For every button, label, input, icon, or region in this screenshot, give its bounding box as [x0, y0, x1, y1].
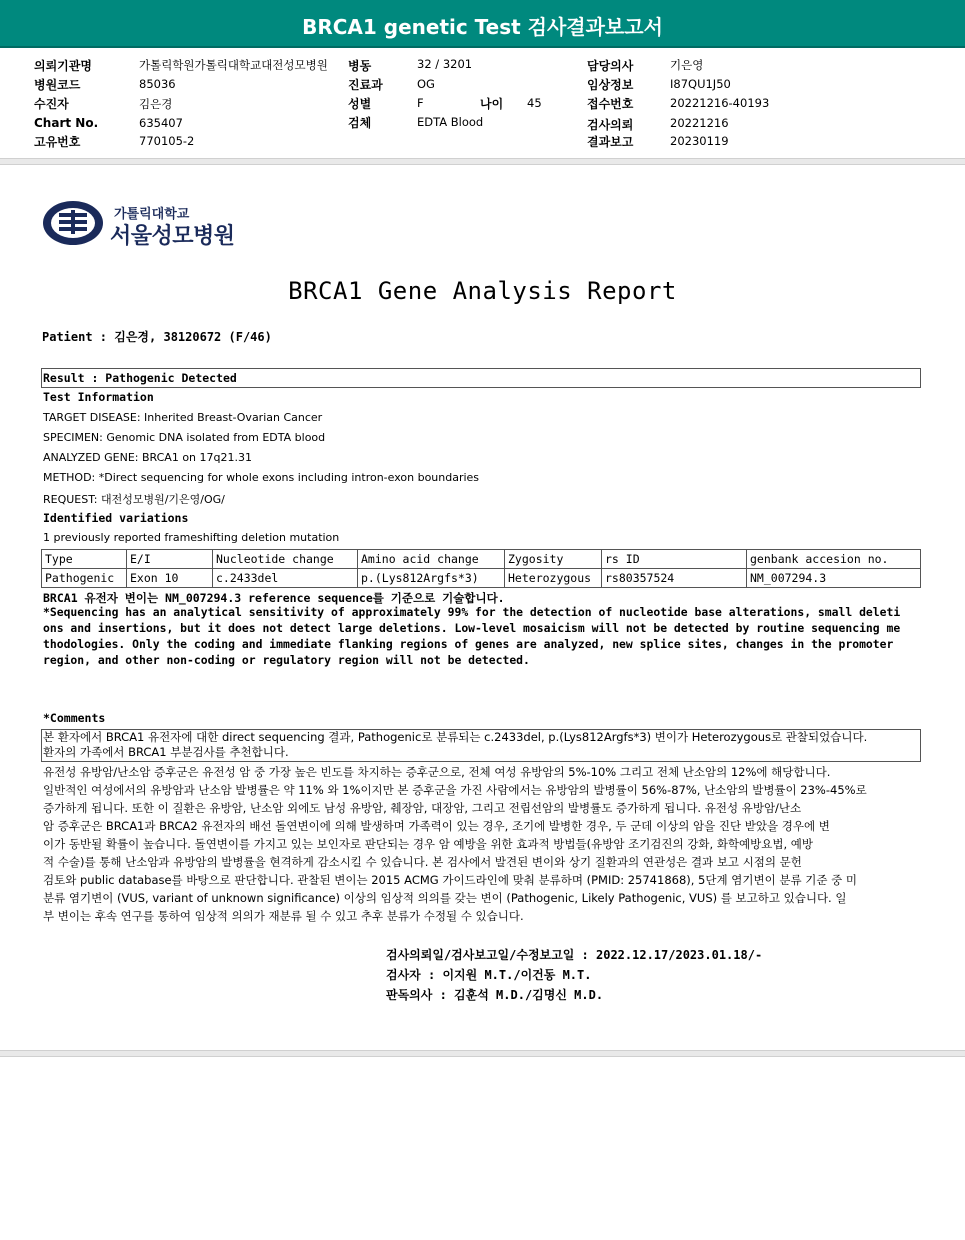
sensitivity-line: region, and other non-coding or regulatory region will not be detected. — [43, 653, 530, 667]
header-value: 가톨릭학원가톨릭대학교대전성모병원 — [139, 58, 328, 72]
target-disease: TARGET DISEASE: Inherited Breast-Ovarian Cancer — [43, 411, 323, 424]
table-header-row — [42, 550, 921, 569]
header-label: 검사의뢰 — [587, 118, 634, 132]
sensitivity-line: ons and insertions, but it does not detect large deletions. Low-level mosaicism will not be detected by routine sequencing me — [43, 621, 901, 635]
table-header: Zygosity — [505, 550, 602, 569]
header-label: 나이 — [480, 97, 504, 111]
section-title: Test Information — [43, 390, 154, 404]
patient-line: Patient : 김은경, 38120672 (F/46) — [42, 330, 272, 344]
header-label: Chart No. — [34, 116, 99, 130]
table-cell: NM_007294.3 — [747, 569, 921, 588]
header-label: 병원코드 — [34, 78, 81, 92]
identified-description: 1 previously reported frameshifting deletion mutation — [43, 531, 340, 544]
header-label: 담당의사 — [587, 59, 634, 73]
header-value: 기은영 — [670, 58, 704, 72]
report-title: BRCA1 Gene Analysis Report — [288, 277, 677, 305]
header-label: 진료과 — [348, 78, 383, 92]
header-label: 결과보고 — [587, 135, 634, 149]
sensitivity-note — [43, 604, 923, 668]
divider — [0, 1050, 965, 1057]
sensitivity-line: *Sequencing has an analytical sensitivity of approximately 99% for the detection of nucleotide base alterations, small deleti — [43, 605, 901, 619]
reference-note: BRCA1 유전자 변이는 NM_007294.3 reference sequence를 기준으로 기술합니다. — [43, 591, 505, 605]
comment-line: 암 증후군은 BRCA1과 BRCA2 유전자의 배선 돌연변이에 의해 발생하며 가족력이 있는 경우, 조기에 발병한 경우, 두 군데 이상의 암을 진단 받았을 경우에 변 — [43, 819, 830, 833]
header-label: 접수번호 — [587, 97, 634, 111]
analyzed-gene: ANALYZED GENE: BRCA1 on 17q21.31 — [43, 451, 252, 464]
header-label: 병동 — [348, 59, 372, 73]
header-label: 성별 — [348, 97, 372, 111]
header-value: 770105-2 — [139, 134, 195, 148]
header-value: 20221216-40193 — [670, 96, 770, 110]
logo-university-name: 가톨릭대학교 — [114, 207, 190, 222]
comment-line: 유전성 유방암/난소암 증후군은 유전성 암 중 가장 높은 빈도를 차지하는 증후군으로, 전체 여성 유방암의 5%-10% 그리고 전체 난소암의 12%에 해당합니다. — [43, 765, 831, 779]
header-value: 635407 — [139, 116, 183, 130]
table-header: E/I — [127, 550, 213, 569]
comment-line: 증가하게 됩니다. 또한 이 질환은 유방암, 난소암 외에도 남성 유방암, 췌장암, 대장암, 그리고 전립선암의 발병률도 증가하게 됩니다. 유전성 유방암/난소 — [43, 801, 802, 815]
comment-line: 적 수술)를 통해 난소암과 유방암의 발병률을 현격하게 감소시킬 수 있습니다. 본 검사에서 발견된 변이와 상기 질환과의 연관성은 결과 보고 시점의 문헌 — [43, 855, 802, 869]
header-value: EDTA Blood — [417, 115, 484, 129]
header-label: 고유번호 — [34, 135, 81, 149]
table-cell: c.2433del — [213, 569, 358, 588]
header-value: 32 / 3201 — [417, 57, 473, 71]
table-row — [42, 569, 921, 588]
comment-box-line: 본 환자에서 BRCA1 유전자에 대한 direct sequencing 결과, Pathogenic로 분류되는 c.2433del, p.(Lys812Argfs*3) 변이가 Heterozygous로 관찰되었습니다. — [43, 730, 868, 744]
variant-table — [41, 549, 921, 588]
table-header: genbank accesion no. — [747, 550, 921, 569]
header-value: 45 — [527, 96, 542, 110]
table-cell: p.(Lys812Argfs*3) — [358, 569, 505, 588]
header-value: 김은경 — [139, 97, 173, 111]
header-label: 수진자 — [34, 97, 69, 111]
result-text: Result : Pathogenic Detected — [43, 371, 237, 385]
header-value: 20230119 — [670, 134, 729, 148]
header-label: 임상정보 — [587, 78, 634, 92]
logo-hospital-name: 서울성모병원 — [110, 224, 235, 249]
header-value: F — [417, 96, 424, 110]
table-cell: Exon 10 — [127, 569, 213, 588]
table-header: Type — [42, 550, 127, 569]
header-value: 20221216 — [670, 116, 729, 130]
table-header: Amino acid change — [358, 550, 505, 569]
specimen: SPECIMEN: Genomic DNA isolated from EDTA blood — [43, 431, 326, 444]
header-label: 의뢰기관명 — [34, 59, 92, 73]
title-bar — [0, 0, 965, 48]
comment-box-line: 환자의 가족에서 BRCA1 부분검사를 추천합니다. — [43, 745, 289, 759]
comment-line: 이가 동반될 확률이 높습니다. 돌연변이를 가지고 있는 보인자로 판단되는 경우 암 예방을 위한 효과적 방법들(유방암 조기검진의 강화, 화학예방요법, 예방 — [43, 837, 814, 851]
section-title: Identified variations — [43, 511, 189, 525]
hospital-logo-emblem — [42, 200, 104, 246]
table-header: Nucleotide change — [213, 550, 358, 569]
header-value: 85036 — [139, 77, 176, 91]
method: METHOD: *Direct sequencing for whole exons including intron-exon boundaries — [43, 471, 480, 484]
request: REQUEST: 대전성모병원/기은영/OG/ — [43, 493, 225, 506]
table-cell: Pathogenic — [42, 569, 127, 588]
header-label: 검체 — [348, 116, 372, 130]
comment-box-text — [43, 730, 923, 760]
header-value: OG — [417, 77, 435, 91]
comment-body — [43, 763, 923, 925]
comments-title: *Comments — [43, 711, 106, 725]
examiner: 검사자 : 이지원 M.T./이건동 M.T. — [386, 968, 592, 982]
report-dates: 검사의뢰일/검사보고일/수정보고일 : 2022.12.17/2023.01.18/- — [386, 948, 763, 962]
divider — [0, 158, 965, 165]
comment-line: 분류 염기변이 (VUS, variant of unknown significance) 이상의 임상적 의의를 갖는 변이 (Pathogenic, Likely Pathogenic, VUS) 를 보고하고 있습니다. 일 — [43, 891, 847, 905]
table-header: rs ID — [602, 550, 747, 569]
table-cell: rs80357524 — [602, 569, 747, 588]
reading-physician: 판독의사 : 김훈석 M.D./김명신 M.D. — [386, 988, 604, 1002]
header-value: I87QU1J50 — [670, 77, 731, 91]
sensitivity-line: thodologies. Only the coding and immediate flanking regions of genes are analyzed, new splice sites, changes in the promoter — [43, 637, 894, 651]
comment-line: 검토와 public database를 바탕으로 판단합니다. 관찰된 변이는 2015 ACMG 가이드라인에 맞춰 분류하며 (PMID: 25741868), 5단계 염기변이 분류 기준 중 미 — [43, 873, 857, 887]
comment-line: 일반적인 여성에서의 유방암과 난소암 발병률은 약 11% 와 1%이지만 본 증후군을 가진 사람에서는 유방암의 발병률이 56%-87%, 난소암의 발병률이 23%-45%로 — [43, 783, 867, 797]
window-title: BRCA1 genetic Test 검사결과보고서 — [302, 15, 663, 39]
table-cell: Heterozygous — [505, 569, 602, 588]
comment-line: 부 변이는 후속 연구를 통하여 임상적 의의가 재분류 될 수 있고 추후 분류가 수정될 수 있습니다. — [43, 909, 524, 923]
